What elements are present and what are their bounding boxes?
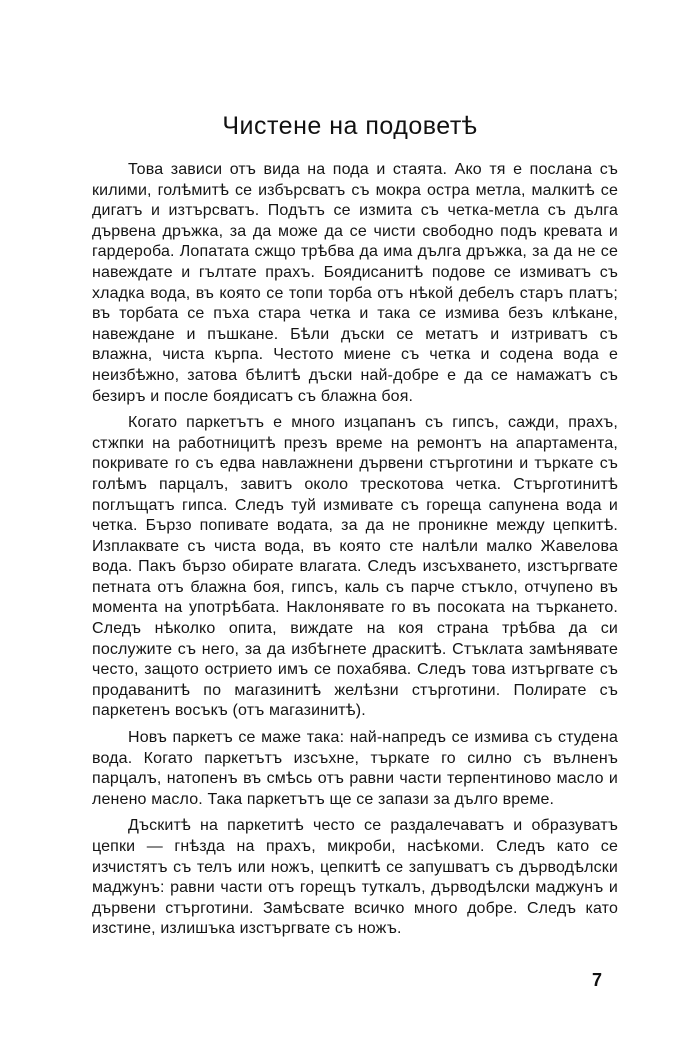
paragraph-4: Дъскитѣ на паркетитѣ често се раздалечаватъ и образуватъ цепки — гнѣзда на прахъ, микроби, насѣкоми. Следъ като се изчистятъ съ телъ или ножъ, цепкитѣ се запушватъ съ дърводѣлски маджунъ: равни части отъ горещъ туткалъ, дърводѣлски маджунъ и дървени стърготини. Замѣсвате всичко много добре. Следъ като изстине, излишъка изстъргвате съ ножъ.	[92, 817, 618, 938]
body-text	[92, 160, 618, 946]
page-title: Чистене на подоветѣ	[222, 112, 478, 140]
paragraph-1: Това зависи отъ вида на пода и стаята. Ако тя е послана съ килими, голѣмитѣ се избърсватъ съ мокра остра метла, малкитѣ се дигатъ и изтърсватъ. Подътъ се измита съ четка-метла съ дълга дървена дръжка, за да може да се чисти свободно подъ кревата и гардероба. Лопатата сжщо трѣбва да има дълга дръжка, за да не се навеждате и гълтате прахъ. Боядисанитѣ подове се измиватъ съ хладка вода, въ която се топи торба отъ нѣкой дебелъ старъ платъ; въ торбата се пъха стара четка и така се измива безъ клѣкане, навеждане и пъшкане. Бѣли дъски се метатъ и изтриватъ съ влажна, чиста кърпа. Честото миене съ четка и содена вода е неизбѣжно, затова бѣлитѣ дъски най-добре е да се намажатъ съ безиръ и после боядисатъ съ блажна боя.	[92, 161, 618, 405]
page-number: 7	[592, 970, 603, 990]
paragraph-3: Новъ паркетъ се маже така: най-напредъ се измива съ студена вода. Когато паркетътъ изсъхне, търкате го силно съ вълненъ парцалъ, натопенъ въ смѣсь отъ равни части терпентиново масло и ленено масло. Така паркетътъ ще се запази за дълго време.	[92, 729, 618, 808]
paragraph-2: Когато паркетътъ е много изцапанъ съ гипсъ, сажди, прахъ, стжпки на работницитѣ презъ време на ремонтъ на апартамента, покривате го съ едва навлажнени дървени стърготини и търкате съ голѣмъ парцалъ, завитъ около трескотова четка. Стърготинитѣ поглъщатъ гипса. Следъ туй измивате съ гореща сапунена вода и четка. Бързо попивате водата, за да не проникне между цепкитѣ. Изплаквате съ чиста вода, въ която сте налѣли малко Жавелова вода. Пакъ бързо обирате влагата. Следъ изсъхването, изстъргвате петната отъ блажна боя, гипсъ, каль съ парче стъкло, отчупено въ момента на употрѣбата. Наклонявате го въ посоката на търкането. Следъ нѣколко опита, виждате на коя страна трѣбва да си послужите съ него, за да избѣгнете драскитѣ. Стъклата замѣнявате често, защото острието имъ се похабява. Следъ това изтъргвате съ продаванитѣ по магазинитѣ желѣзни стърготини. Полирате съ паркетенъ восъкъ (отъ магазинитѣ).	[92, 414, 618, 720]
